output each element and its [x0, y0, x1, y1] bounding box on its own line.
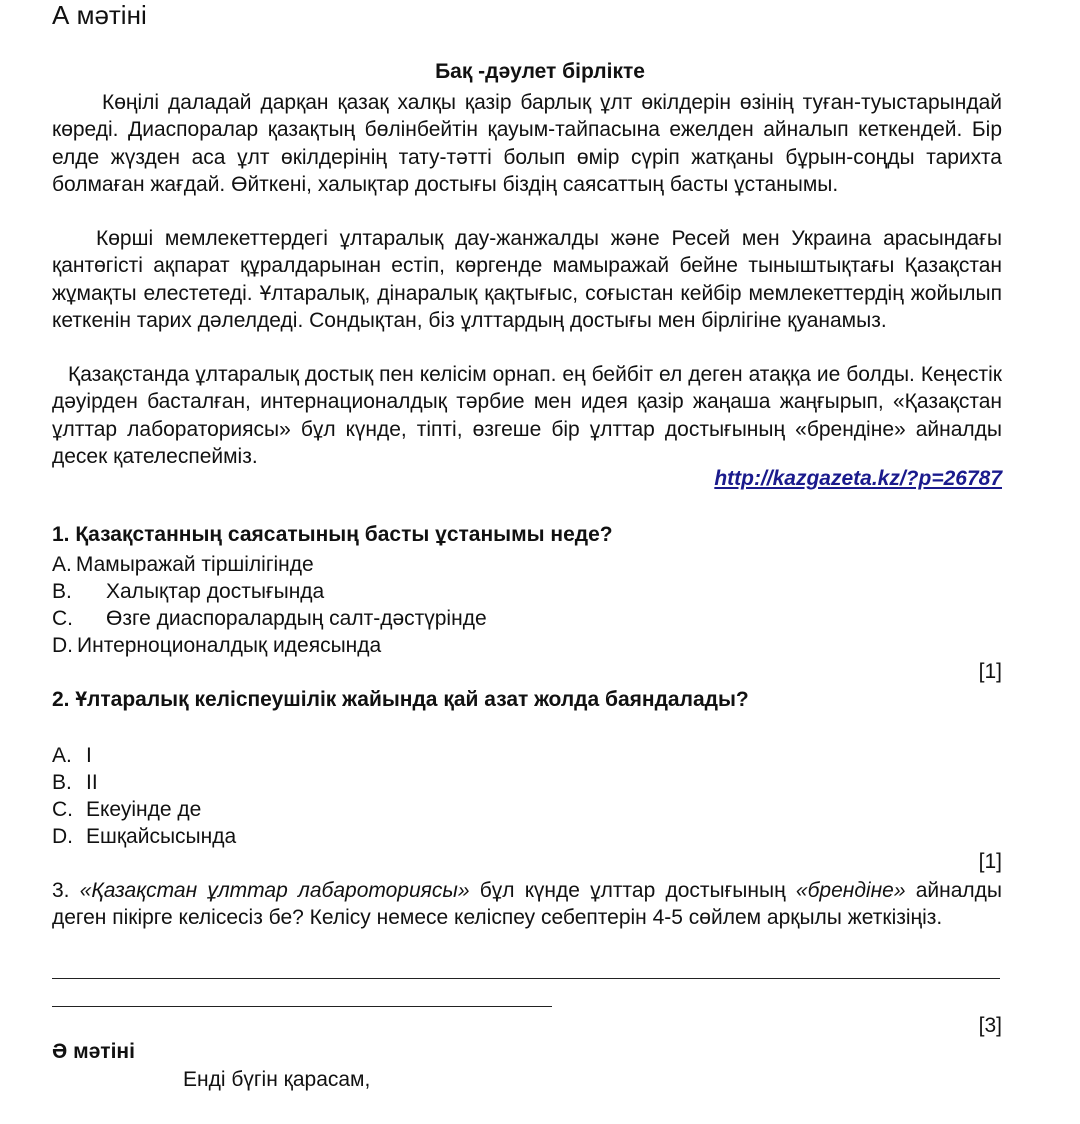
option-text: I — [86, 744, 92, 767]
article-title: Бақ -дәулет бірлікте — [435, 60, 645, 83]
option-text: Екеуінде де — [86, 798, 202, 821]
section-b-heading: Ә мәтіні — [52, 1040, 135, 1063]
question-3-quote-brand: «брендіне» — [795, 879, 906, 902]
question-1-option-c — [52, 605, 487, 632]
question-2-option-d — [52, 823, 236, 850]
question-2-score: [1] — [978, 850, 1002, 873]
question-3-mid: бұл күнде ұлттар достығының — [469, 879, 796, 902]
question-2-title: 2. Ұлтаралық келіспеушілік жайында қай азат жолда баяндалады? — [52, 688, 749, 711]
option-text: Мамыражай тіршілігінде — [75, 553, 314, 576]
source-link[interactable]: http://kazgazeta.kz/?p=26787 — [714, 467, 1002, 490]
answer-line-1[interactable] — [52, 978, 1000, 979]
question-3-score: [3] — [978, 1014, 1002, 1037]
question-3-number: 3. — [52, 879, 70, 902]
question-2-option-b — [52, 769, 98, 796]
question-2-option-a — [52, 742, 92, 769]
question-3-quote-laboratory: «Қазақстан ұлттар лабароториясы» — [79, 879, 470, 902]
article-paragraph-2: Көрші мемлекеттердегі ұлтаралық дау-жанжалды және Ресей мен Украина арасындағы қантөгісті ақпарат құралдарынан естіп, көргенде мамыражай бейне тыныштықтағы Қазақстан жұмақты елестетеді. Ұлтаралық, дінаралық қақтығыс, соғыстан кейбір мемлекеттердің жойылып кеткенін тарих дәлелдеді. Сондықтан, біз ұлттардың достығы мен бірлігіне қуанамыз. — [52, 227, 1002, 332]
option-label: C. — [52, 798, 73, 821]
option-text: II — [86, 771, 98, 794]
answer-line-2[interactable] — [52, 1006, 552, 1007]
question-1-option-a — [52, 551, 314, 578]
option-label: D. — [52, 634, 73, 657]
question-1-option-b — [52, 578, 324, 605]
option-text: Ешқайсысында — [86, 825, 237, 848]
option-label: A. — [52, 553, 72, 576]
option-label: A. — [52, 744, 72, 767]
question-1-option-d — [52, 632, 381, 659]
question-2-option-c — [52, 796, 201, 823]
article-paragraph-3: Қазақстанда ұлтаралық достық пен келісім орнап. ең бейбіт ел деген атаққа ие болды. Кеңестік дәуірден басталған, интернационалдық тәрбие мен идея қазір жаңаша жаңғырып, «Қазақстан ұлттар лабораториясы» бұл күнде, тіпті, өзгеше бір ұлттар достығының «брендіне» айналды десек қателеспейміз. — [52, 363, 1002, 468]
section-a-heading: А мәтіні — [52, 0, 147, 30]
question-3-text — [52, 877, 1002, 932]
article-paragraph-1: Көңілі даладай дарқан қазақ халқы қазір барлық ұлт өкілдерін өзінің туған-туыстарындай көреді. Диаспоралар қазақтың бөлінбейтін қауым-тайпасына ежелден айналып кеткендей. Бір елде жүзден аса ұлт өкілдерінің тату-тәтті болып өмір сүріп жатқаны бұрын-соңды тарихта болмаған жағдай. Өйткені, халықтар достығы біздің саясаттың басты ұстанымы. — [52, 91, 1002, 196]
question-3-rest: айналды деген пікірге келісесіз бе? Келісу немесе келіспеу себептерін 4-5 сөйлем арқылы жеткізіңіз. — [52, 879, 1002, 930]
section-b-first-line: Енді бүгін қарасам, — [183, 1068, 371, 1091]
option-label: D. — [52, 825, 73, 848]
question-1-score: [1] — [978, 660, 1002, 683]
option-label: C. — [52, 607, 73, 630]
option-text: Өзге диаспоралардың салт-дәстүрінде — [106, 607, 487, 630]
question-1-title: 1. Қазақстанның саясатының басты ұстанымы неде? — [52, 523, 613, 546]
option-label: B. — [52, 580, 72, 603]
option-text: Халықтар достығында — [106, 580, 325, 603]
option-text: Интерноционалдық идеясында — [77, 634, 382, 657]
option-label: B. — [52, 771, 72, 794]
